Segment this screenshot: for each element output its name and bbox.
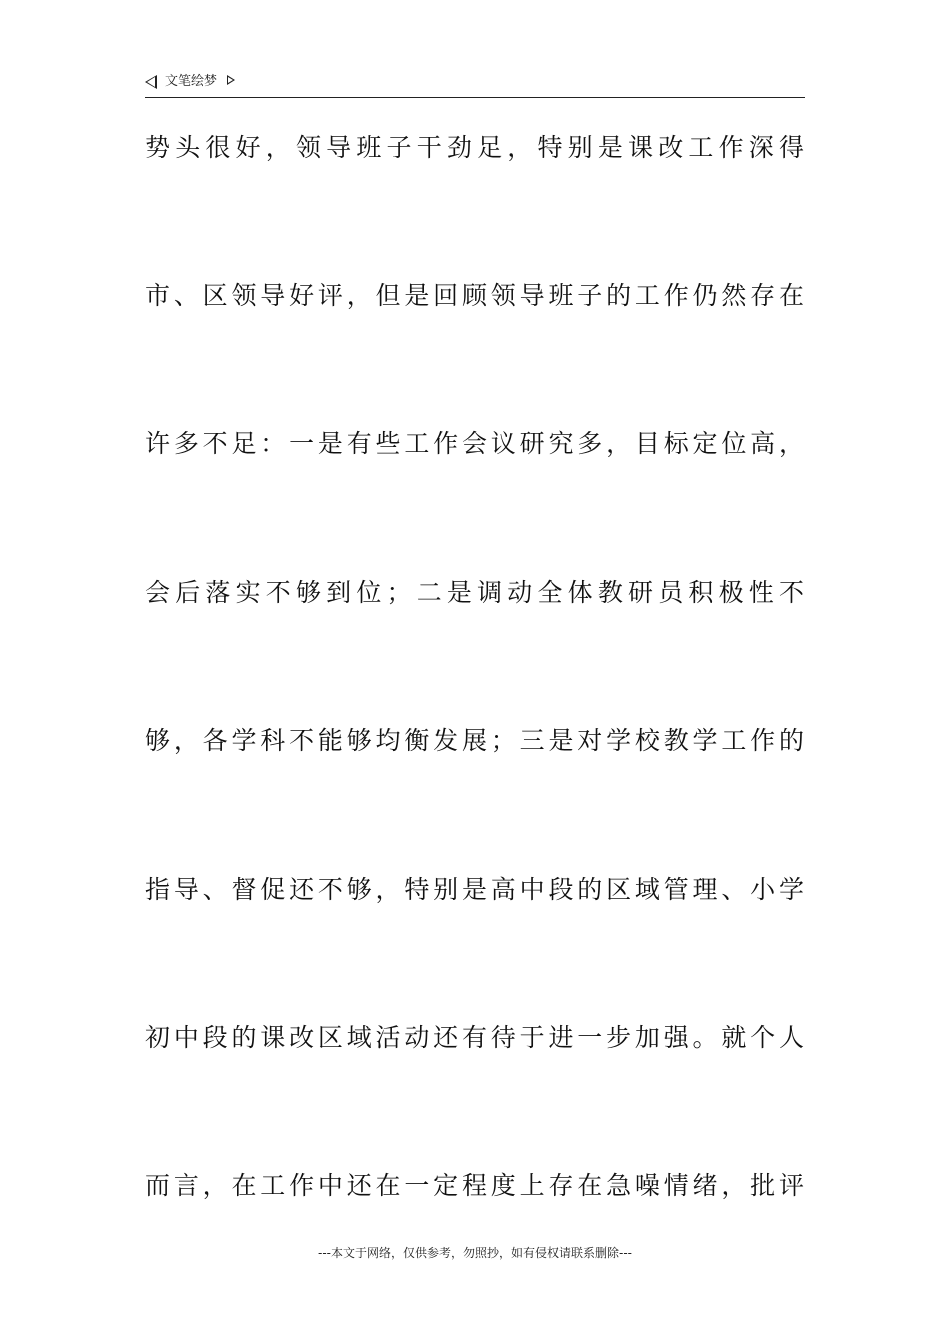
text-line: 够，各学科不能够均衡发展；三是对学校教学工作的 [145,726,807,755]
footer-notice: ---本文于网络，仅供参考，勿照抄，如有侵权请联系删除--- [318,1246,632,1260]
text-line: 许多不足：一是有些工作会议研究多，目标定位高， [145,429,807,458]
header-content [145,74,235,90]
triangle-left-icon [145,75,157,89]
text-line: 会后落实不够到位；二是调动全体教研员积极性不 [145,578,807,607]
header-title: 文笔绘梦 [165,74,218,89]
text-line: 而言，在工作中还在一定程度上存在急噪情绪，批评 [145,1171,807,1200]
text-line: 势头很好，领导班子干劲足，特别是课改工作深得 [145,133,807,162]
text-line: 市、区领导好评，但是回顾领导班子的工作仍然存在 [145,281,807,310]
page-header [145,72,805,98]
text-line: 指导、督促还不够，特别是高中段的区域管理、小学 [145,875,807,904]
triangle-right-icon [227,75,235,85]
text-line: 初中段的课改区域活动还有待于进一步加强。就个人 [145,1023,807,1052]
